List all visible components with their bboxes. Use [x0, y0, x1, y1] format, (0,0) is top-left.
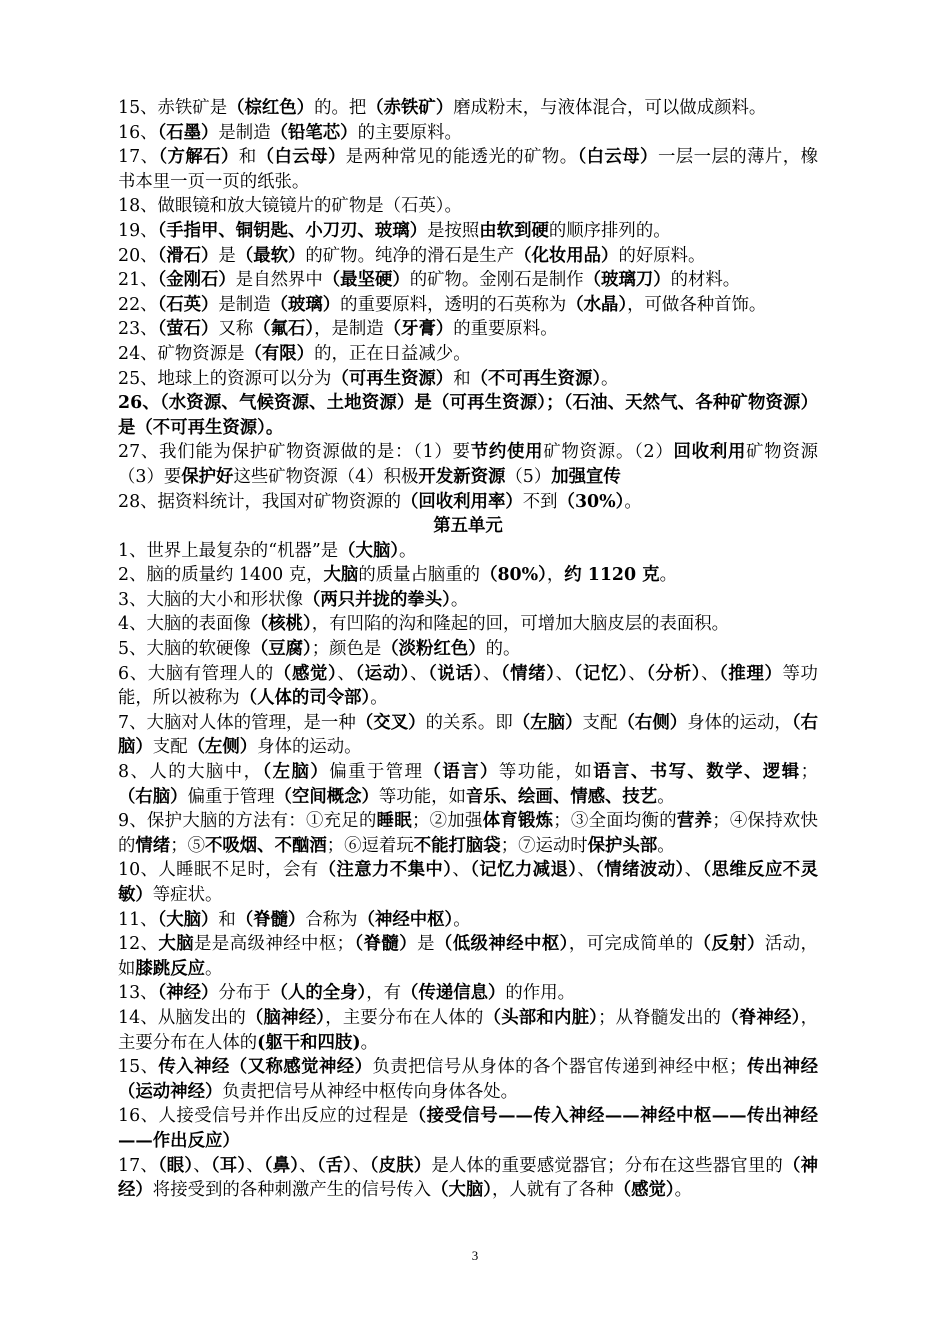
bold-text: （赤铁矿） [366, 98, 454, 118]
text-run: 这些矿物资源（4）积极 [233, 466, 419, 487]
bold-text: （耳） [210, 1155, 247, 1176]
text-run: 将接受到的各种刺激产生的信号传入 [152, 1180, 432, 1201]
text-run: 是是高级神经中枢； [194, 934, 355, 955]
bold-text: （注意力不集中） [318, 860, 453, 881]
text-run: 。 [370, 688, 388, 709]
text-run: 。 [657, 786, 675, 807]
paragraph [118, 342, 818, 367]
text-run: 15、 [118, 1057, 159, 1078]
text-run: 15、赤铁矿是 [118, 98, 228, 118]
text-run: 25、地球上的资源可以分为 [118, 368, 332, 389]
paragraph [118, 391, 818, 440]
text-run: ；⑥逗着玩 [326, 835, 414, 856]
paragraph [118, 367, 818, 392]
bold-text: （右脑） [118, 786, 188, 807]
text-run: 的关系。即 [425, 712, 513, 733]
bold-text: （左脑） [262, 762, 330, 783]
bold-text: （左侧） [187, 737, 258, 758]
text-run: 活动，如 [118, 934, 818, 979]
text-run: 偏重于管理 [329, 762, 424, 783]
text-run: 一层一层的薄片，橡书本里一页一页的纸张。 [118, 147, 818, 192]
bold-text: （石英） [157, 294, 219, 315]
bold-text: （30%） [557, 491, 625, 512]
paragraph [118, 96, 818, 121]
page-number: 3 [471, 1248, 479, 1263]
bold-text: （金刚石） [157, 270, 236, 291]
text-run: ，可完成简单的 [568, 934, 694, 955]
text-run: 矿物资源（3）要 [118, 442, 818, 487]
paragraph [118, 711, 818, 760]
text-run: 是制造 [218, 122, 271, 143]
bold-text: （化妆用品） [514, 245, 619, 266]
paragraph [118, 612, 818, 637]
text-run: 13、 [118, 983, 158, 1004]
bold-text: （牙膏） [383, 319, 454, 340]
paragraph [118, 490, 818, 515]
bold-text: （不可再生资源） [470, 368, 602, 389]
bold-text: （最软） [235, 245, 306, 266]
text-run: 磨成粉末，与液体混合，可以做成颜料。 [453, 98, 767, 118]
bold-text: （大脑） [338, 540, 400, 561]
text-run: 合称为 [305, 909, 358, 930]
bold-text: （脊神经） [721, 1007, 801, 1028]
text-run: 21、 [118, 270, 158, 291]
text-run: 、 [452, 860, 471, 881]
bold-text: （玻璃） [270, 294, 341, 315]
text-run: ；从脊髓发出的 [598, 1007, 722, 1028]
bold-text: （手指甲、铜钥匙、小刀刃、玻璃） [157, 220, 428, 241]
bold-text: 语言、书写、数学、逻辑 [593, 762, 801, 783]
bold-text: 大脑 [158, 934, 195, 955]
text-run: 、 [246, 1155, 264, 1176]
text-run: 偏重于管理 [187, 786, 275, 807]
bold-text: 不吸烟、不酗酒 [205, 835, 327, 856]
bold-text: （白云母） [256, 147, 346, 168]
bold-text: （感觉） [613, 1180, 675, 1201]
text-run: 的矿物。纯净的滑石是生产 [305, 245, 515, 266]
text-run: 的重要原料。 [453, 319, 558, 340]
bold-text: （大脑） [157, 909, 219, 930]
bold-text: (躯干和四肢) [257, 1032, 361, 1053]
paragraph [118, 662, 818, 711]
bold-text: （神经） [118, 1155, 818, 1201]
section-heading [118, 514, 818, 539]
bold-text: （回收利用率） [401, 491, 523, 512]
bold-text: 大脑 [323, 565, 359, 586]
text-run: 和 [218, 909, 236, 930]
paragraph [118, 317, 818, 342]
bold-text: 回收利用 [673, 442, 747, 463]
text-run: 20、 [118, 245, 158, 266]
bold-text: 节约使用 [470, 442, 544, 463]
bold-text: （淡粉红色） [381, 639, 486, 660]
paragraph [118, 194, 818, 219]
paragraph [118, 981, 818, 1006]
bold-text: （氟石） [253, 319, 315, 340]
text-run: 等功能，如 [378, 786, 466, 807]
text-run: 是 [218, 245, 236, 266]
paragraph [118, 588, 818, 613]
bold-text: （脊髓） [235, 909, 306, 930]
text-run: 。 [453, 909, 471, 930]
text-run: ；⑤ [170, 835, 205, 856]
bold-text: （交叉） [355, 712, 426, 733]
text-run: 、 [684, 860, 703, 881]
text-run: ，可做各种首饰。 [627, 294, 767, 315]
bold-text: （可再生资源） [331, 368, 454, 389]
bold-text: （思维反应不灵敏） [118, 860, 818, 905]
text-run: 支配 [152, 737, 188, 758]
text-run: 负责把信号从神经中枢传向身体各处。 [222, 1081, 519, 1102]
bold-text: （白云母） [577, 147, 658, 168]
bold-text: （分析） [646, 663, 702, 684]
bold-text: （说话） [428, 663, 483, 684]
bold-text: 睡眠 [376, 811, 412, 832]
paragraph [118, 219, 818, 244]
bold-text: （头部和内脏） [483, 1007, 599, 1028]
text-run: ，主要分布在人体的 [325, 1007, 484, 1028]
text-run: 、 [555, 663, 574, 684]
paragraph [118, 1104, 818, 1153]
text-run: 1、世界上最复杂的“机器”是 [118, 540, 339, 561]
text-run: 身体的运动， [687, 712, 792, 733]
bold-text: 膝跳反应 [135, 958, 205, 979]
text-run: 。 [659, 565, 677, 586]
text-run: ； [800, 762, 818, 783]
bold-text: 26、（水资源、气候资源、土地资源）是（可再生资源）；（石油、天然气、各种矿物资源）是（不可再生资源）。 [118, 393, 818, 438]
paragraph [118, 563, 818, 588]
bold-text: （脊髓） [354, 934, 418, 955]
bold-text: 传入神经（又称感觉神经） [158, 1057, 373, 1078]
text-run: 、 [352, 1155, 370, 1176]
text-run: 8、人的大脑中， [118, 762, 263, 783]
text-run: 、 [628, 663, 647, 684]
bold-text: （推理） [719, 663, 783, 684]
text-run: 22、 [118, 294, 158, 315]
bold-text: （最坚硬） [322, 270, 410, 291]
text-run: 的重要原料，透明的石英称为 [340, 294, 567, 315]
text-run: 23、 [118, 319, 158, 340]
bold-text: （右侧） [617, 712, 688, 733]
bold-text: （铅笔芯） [270, 122, 358, 143]
bold-text: 营养 [676, 811, 713, 832]
bold-text: （有限） [244, 343, 315, 364]
bold-text: 加强宣传 [551, 466, 621, 487]
bold-text: （传递信息） [401, 983, 506, 1004]
text-run: （5） [505, 466, 552, 487]
text-run: 等功能，如 [498, 762, 594, 783]
text-run: 。 [601, 368, 619, 389]
text-run: 14、从脑发出的 [118, 1007, 246, 1028]
text-run: ；②加强 [411, 811, 483, 832]
text-run: 矿物资源。（2） [543, 442, 674, 463]
bold-text: 第五单元 [433, 516, 503, 537]
bold-text: （80%） [480, 565, 547, 586]
bold-text: （皮肤） [369, 1155, 432, 1176]
text-run: ；颜色是 [311, 639, 382, 660]
text-run: 10、人睡眠不足时，会有 [118, 860, 319, 881]
text-run: 2、脑的质量约 1400 克， [118, 565, 324, 586]
text-run: 、 [193, 1155, 211, 1176]
text-run: 、 [577, 860, 596, 881]
bold-text: （神经） [157, 983, 219, 1004]
text-run: ；④保持欢快的 [118, 811, 818, 856]
text-run: ；⑦运动时 [500, 835, 588, 856]
text-run: 不到 [522, 491, 558, 512]
paragraph [118, 145, 818, 194]
paragraph [118, 268, 818, 293]
text-run: 支配 [582, 712, 618, 733]
bold-text: （方解石） [158, 147, 239, 168]
text-run: 18、做眼镜和放大镜镜片的矿物是（石英）。 [118, 196, 462, 217]
text-run: 负责把信号从身体的各个器官传递到神经中枢； [372, 1057, 747, 1078]
text-run: 7、大脑对人体的管理，是一种 [118, 712, 356, 733]
text-run: 分布于 [218, 983, 271, 1004]
paragraph [118, 539, 818, 564]
bold-text: 情绪 [135, 835, 171, 856]
text-run: 是自然界中 [235, 270, 323, 291]
bold-text: （记忆） [573, 663, 629, 684]
text-run: 的。 [485, 639, 521, 660]
text-run: ，主要分布在人体的 [118, 1007, 818, 1053]
text-run: 27、我们能为保护矿物资源做的是：（1）要 [118, 442, 471, 463]
bold-text: （空间概念） [274, 786, 379, 807]
paragraph [118, 932, 818, 981]
bold-text: （低级神经中枢） [434, 934, 569, 955]
text-run: 、 [482, 663, 501, 684]
paragraph [118, 244, 818, 269]
text-run: 17、 [118, 1155, 158, 1176]
paragraph [118, 440, 818, 489]
bold-text: 体育锻炼 [482, 811, 554, 832]
text-run: ， [546, 565, 565, 586]
text-run: 又称 [218, 319, 254, 340]
text-run: 4、大脑的表面像 [118, 614, 251, 635]
text-run: 、 [701, 663, 720, 684]
text-run: 17、 [118, 147, 159, 168]
paragraph [118, 809, 818, 858]
text-run: 是两种常见的能透光的矿物。 [345, 147, 578, 168]
text-run: 、 [299, 1155, 317, 1176]
paragraph [118, 908, 818, 933]
bold-text: （情绪） [500, 663, 556, 684]
text-run: 的，正在日益减少。 [314, 343, 471, 364]
text-run: 的主要原料。 [357, 122, 462, 143]
text-run: 6、大脑有管理人的 [118, 663, 274, 684]
text-run: 19、 [118, 220, 158, 241]
bold-text: 保护头部 [587, 835, 658, 856]
paragraph [118, 760, 818, 809]
text-run: ，人就有了各种 [491, 1180, 614, 1201]
bold-text: （大脑） [431, 1180, 492, 1201]
bold-text: （情绪波动） [595, 860, 685, 881]
document-body [118, 96, 818, 1203]
text-run: 和 [453, 368, 471, 389]
text-run: 的矿物。金刚石是制作 [409, 270, 584, 291]
text-run: 身体的运动。 [257, 737, 362, 758]
bold-text: （人的全身） [270, 983, 367, 1004]
text-run: 和 [238, 147, 257, 168]
text-run: 是人体的重要感觉器官；分布在这些器官里的 [431, 1155, 783, 1176]
bold-text: 传出神经（运动神经） [118, 1057, 818, 1102]
text-run: 。 [674, 1180, 692, 1201]
bold-text: （脑神经） [245, 1007, 326, 1028]
bold-text: （玻璃刀） [583, 270, 671, 291]
text-run: 的。把 [314, 98, 367, 118]
text-run: 16、 [118, 122, 158, 143]
bold-text: （核桃） [250, 614, 312, 635]
text-run: 5、大脑的软硬像 [118, 639, 251, 660]
text-run: 3、大脑的大小和形状像 [118, 589, 303, 610]
text-run: 28、据资料统计，我国对矿物资源的 [118, 491, 401, 512]
text-run: ，有 [366, 983, 402, 1004]
text-run: 是 [417, 934, 435, 955]
text-run: 是制造 [218, 294, 271, 315]
text-run: 的作用。 [505, 983, 575, 1004]
text-run: 24、矿物资源是 [118, 343, 245, 364]
text-run: 。 [657, 835, 675, 856]
bold-text: 开发新资源 [418, 466, 506, 487]
bold-text: （接受信号——传入神经——神经中枢——传出神经——作出反应） [118, 1106, 818, 1151]
text-run: 16、人接受信号并作出反应的过程是 [118, 1106, 409, 1127]
bold-text: （记忆力减退） [470, 860, 578, 881]
bold-text: （舌） [316, 1155, 353, 1176]
bold-text: 不能打脑袋 [413, 835, 501, 856]
paragraph [118, 1055, 818, 1104]
paragraph [118, 121, 818, 146]
bold-text: 音乐、绘画、情感、技艺 [465, 786, 658, 807]
text-run: 、 [410, 663, 429, 684]
text-run: ，有凹陷的沟和隆起的回，可增加大脑皮层的表面积。 [311, 614, 730, 635]
bold-text: （眼） [157, 1155, 194, 1176]
text-run: 的好原料。 [618, 245, 706, 266]
bold-text: （水晶） [566, 294, 628, 315]
text-run: 等功能，所以被称为 [118, 663, 818, 709]
bold-text: （感觉） [273, 663, 338, 684]
bold-text: （滑石） [157, 245, 219, 266]
text-run: 11、 [118, 909, 158, 930]
text-run: 。 [360, 1032, 378, 1053]
bold-text: （运动） [355, 663, 411, 684]
bold-text: （右脑） [118, 712, 818, 758]
bold-text: （萤石） [157, 319, 219, 340]
text-run: 。 [399, 540, 417, 561]
paragraph [118, 293, 818, 318]
bold-text: （豆腐） [250, 639, 312, 660]
bold-text: （左脑） [512, 712, 583, 733]
bold-text: （反射） [693, 934, 765, 955]
paragraph [118, 1154, 818, 1203]
text-run: 。 [450, 589, 469, 610]
bold-text: 约 1120 克 [564, 565, 660, 586]
paragraph [118, 637, 818, 662]
bold-text: （棕红色） [227, 98, 315, 118]
text-run: 、 [337, 663, 356, 684]
text-run: 9、保护大脑的方法有：①充足的 [118, 811, 377, 832]
text-run: 的材料。 [670, 270, 741, 291]
bold-text: （语言） [423, 762, 499, 783]
text-run: 的顺序排列的。 [548, 220, 671, 241]
text-run: 。 [204, 958, 223, 979]
text-run: 等症状。 [152, 885, 223, 905]
paragraph [118, 858, 818, 907]
text-run: 。 [624, 491, 642, 512]
bold-text: （石墨） [157, 122, 219, 143]
bold-text: 由软到硬 [479, 220, 549, 241]
text-run: 的质量占脑重的 [358, 565, 481, 586]
bold-text: 保护好 [181, 466, 234, 487]
text-run: 是按照 [427, 220, 480, 241]
text-run: ；③全面均衡的 [553, 811, 677, 832]
bold-text: （神经中枢） [357, 909, 454, 930]
bold-text: （鼻） [263, 1155, 300, 1176]
bold-text: （人体的司令部） [239, 688, 371, 709]
text-run: ，是制造 [314, 319, 384, 340]
paragraph [118, 1006, 818, 1055]
bold-text: （两只并拢的拳头） [302, 589, 451, 610]
text-run: 12、 [118, 934, 159, 955]
